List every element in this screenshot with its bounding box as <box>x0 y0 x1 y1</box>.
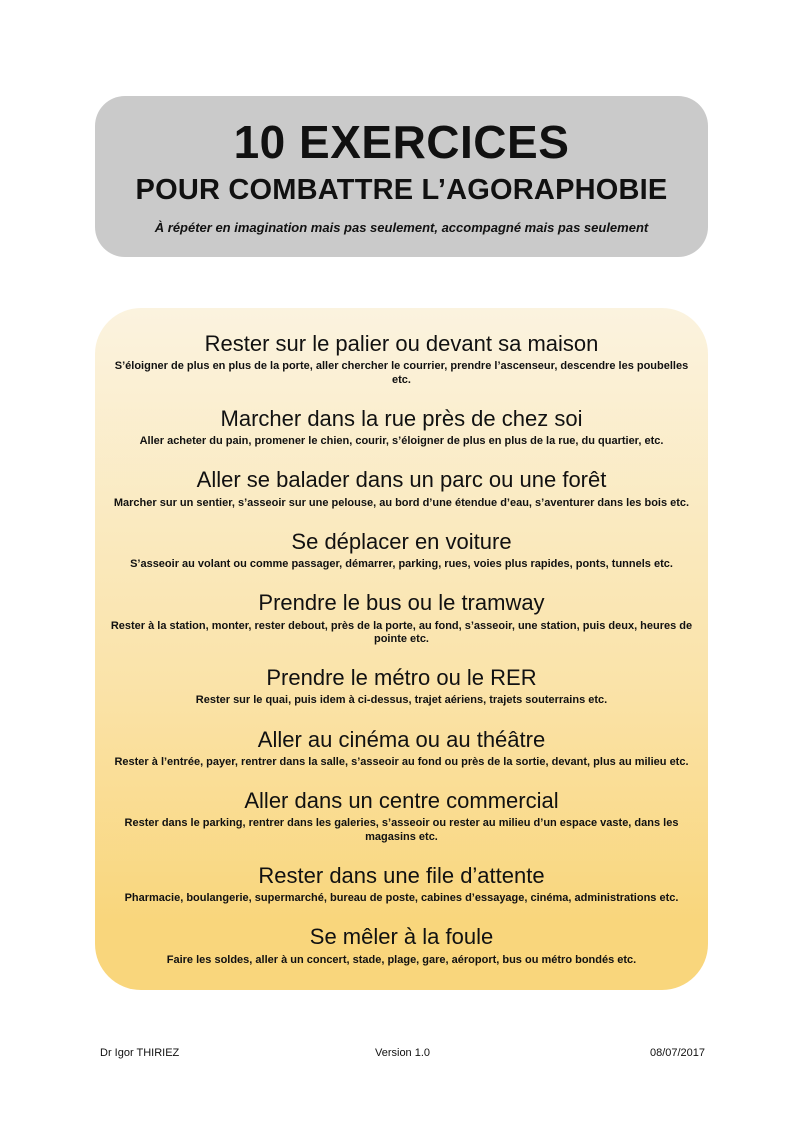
exercise-detail: Faire les soldes, aller à un concert, stade, plage, gare, aéroport, bus ou métro bondés etc. <box>166 953 637 966</box>
exercise-item <box>109 331 694 387</box>
exercise-title: Aller se balader dans un parc ou une forêt <box>196 467 607 493</box>
footer-date: 08/07/2017 <box>649 1047 706 1059</box>
exercise-detail: Rester sur le quai, puis idem à ci-dessus, trajet aériens, trajets souterrains etc. <box>195 694 608 707</box>
exercise-item <box>109 665 694 707</box>
poster-subtitle: POUR COMBATTRE L’AGORAPHOBIE <box>135 174 668 207</box>
exercise-title: Marcher dans la rue près de chez soi <box>220 405 583 431</box>
exercise-item <box>109 467 694 509</box>
exercise-title: Rester sur le palier ou devant sa maison <box>204 331 599 357</box>
exercise-item <box>109 788 694 844</box>
exercise-detail: S’éloigner de plus en plus de la porte, aller chercher le courrier, prendre l’ascenseur, descendre les poubelles etc. <box>114 360 689 386</box>
exercise-detail: Rester à l’entrée, payer, rentrer dans la salle, s’asseoir au fond ou près de la sortie, devant, plus au milieu etc. <box>114 755 689 768</box>
exercise-title: Aller dans un centre commercial <box>244 788 559 814</box>
poster-title: 10 EXERCICES <box>233 115 570 168</box>
exercise-item <box>109 529 694 571</box>
header-box <box>95 96 708 257</box>
exercise-detail: Rester à la station, monter, rester debout, près de la porte, au fond, s’asseoir, une station, puis deux, heures de pointe etc. <box>110 619 693 645</box>
exercise-detail: S’asseoir au volant ou comme passager, démarrer, parking, rues, voies plus rapides, ponts, tunnels etc. <box>130 558 673 571</box>
footer <box>100 1047 705 1059</box>
exercise-detail: Rester dans le parking, rentrer dans les galeries, s’asseoir ou rester au milieu d’un espace vaste, dans les magasins etc. <box>124 817 679 843</box>
exercise-detail: Marcher sur un sentier, s’asseoir sur une pelouse, au bord d’une étendue d’eau, s’aventurer dans les bois etc. <box>113 496 690 509</box>
exercise-title: Prendre le bus ou le tramway <box>258 590 545 616</box>
footer-version: Version 1.0 <box>374 1047 431 1059</box>
exercise-item <box>109 590 694 646</box>
exercise-title: Se déplacer en voiture <box>291 528 512 554</box>
exercise-list <box>95 308 708 990</box>
poster-tagline: À répéter en imagination mais pas seulement, accompagné mais pas seulement <box>154 220 649 236</box>
exercise-detail: Pharmacie, boulangerie, supermarché, bureau de poste, cabines d’essayage, cinéma, administrations etc. <box>124 892 679 905</box>
exercise-detail: Aller acheter du pain, promener le chien, courir, s’éloigner de plus en plus de la rue, du quartier, etc. <box>139 435 664 448</box>
exercise-title: Se mêler à la foule <box>309 924 494 950</box>
exercise-item <box>109 863 694 905</box>
exercise-title: Aller au cinéma ou au théâtre <box>257 726 546 752</box>
exercise-item <box>109 406 694 448</box>
exercise-title: Prendre le métro ou le RER <box>266 665 537 691</box>
exercise-item <box>109 727 694 769</box>
footer-author: Dr Igor THIRIEZ <box>100 1047 180 1059</box>
exercise-item <box>109 924 694 966</box>
exercise-title: Rester dans une file d’attente <box>258 862 545 888</box>
